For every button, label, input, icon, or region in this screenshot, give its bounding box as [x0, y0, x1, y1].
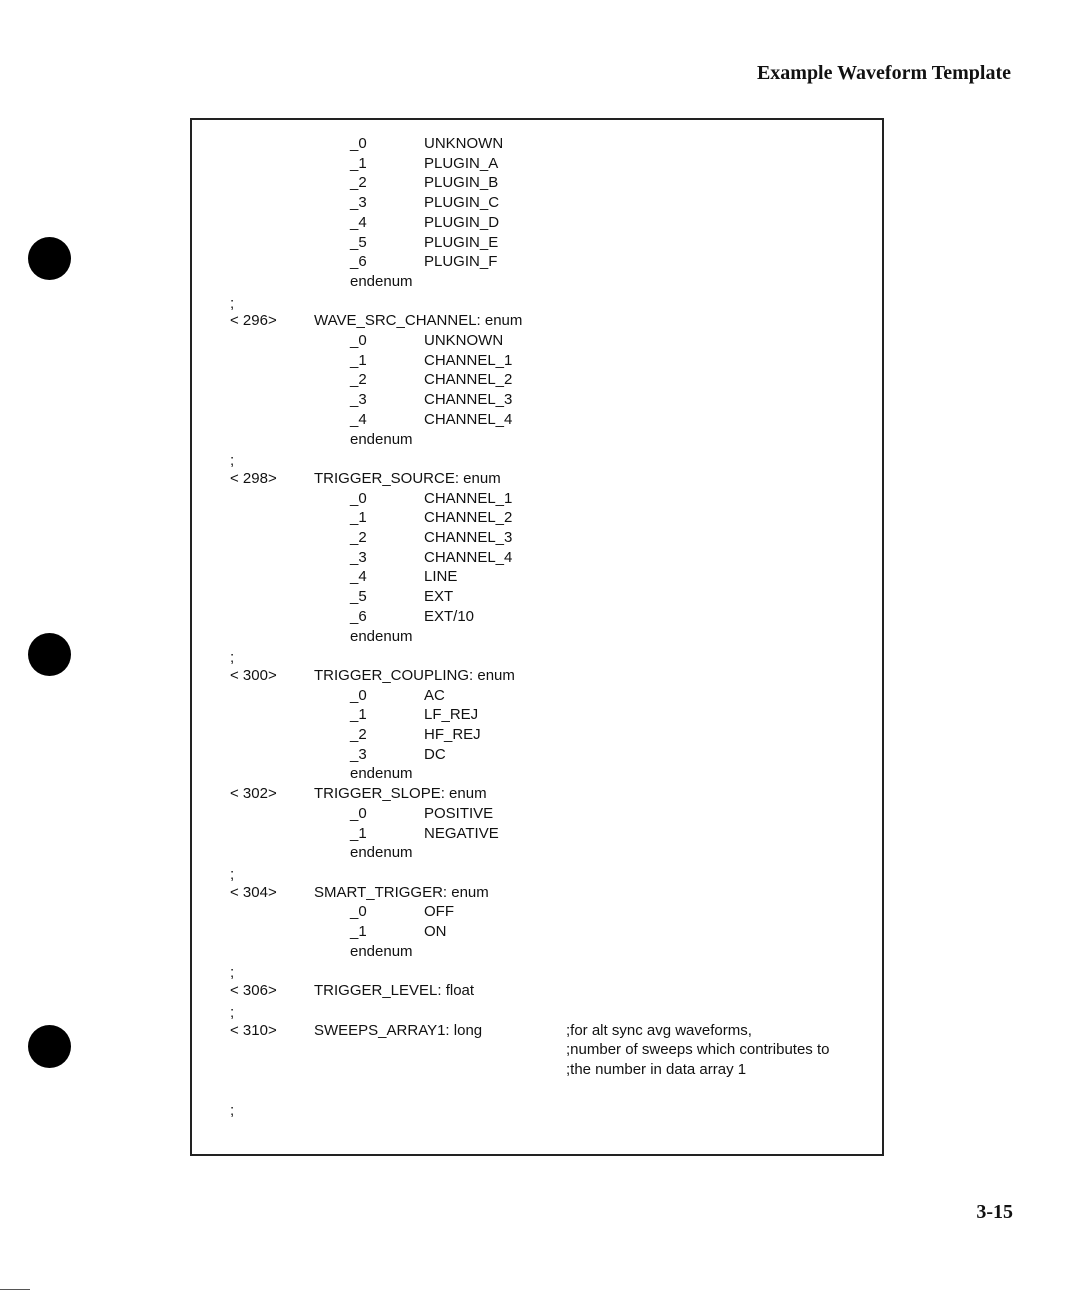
separator-semicolon: ;: [230, 295, 235, 312]
enum-value-name: NEGATIVE: [424, 825, 499, 842]
separator-semicolon: ;: [230, 1102, 235, 1119]
enum-value-code: _3: [350, 549, 367, 566]
enum-value-code: _1: [350, 923, 367, 940]
binder-hole-top: [28, 237, 71, 280]
enum-value-name: LINE: [424, 568, 458, 585]
enum-value-name: DC: [424, 746, 446, 763]
separator-semicolon: ;: [230, 649, 235, 666]
enum-value-name: CHANNEL_2: [424, 371, 513, 388]
enum-value-name: OFF: [424, 903, 454, 920]
line-reference: < 298>: [230, 470, 277, 487]
enum-value-name: ON: [424, 923, 447, 940]
enum-value-code: _2: [350, 726, 367, 743]
enum-value-code: _1: [350, 352, 367, 369]
enum-value-code: _2: [350, 529, 367, 546]
endenum-keyword: endenum: [350, 431, 413, 448]
enum-value-code: _4: [350, 214, 367, 231]
enum-value-code: _3: [350, 391, 367, 408]
field-declaration: TRIGGER_COUPLING: enum: [314, 667, 515, 684]
field-declaration: WAVE_SRC_CHANNEL: enum: [314, 312, 523, 329]
enum-value-name: CHANNEL_3: [424, 529, 513, 546]
enum-value-name: PLUGIN_F: [424, 253, 498, 270]
enum-value-name: UNKNOWN: [424, 332, 504, 349]
enum-value-code: _5: [350, 234, 367, 251]
enum-value-code: _5: [350, 588, 367, 605]
enum-value-name: CHANNEL_4: [424, 549, 513, 566]
enum-value-name: AC: [424, 687, 445, 704]
line-reference: < 296>: [230, 312, 277, 329]
separator-semicolon: ;: [230, 964, 235, 981]
enum-value-name: EXT/10: [424, 608, 475, 625]
enum-value-code: _1: [350, 825, 367, 842]
endenum-keyword: endenum: [350, 273, 413, 290]
enum-value-name: PLUGIN_A: [424, 155, 499, 172]
enum-value-code: _0: [350, 490, 367, 507]
enum-value-code: _3: [350, 194, 367, 211]
enum-value-name: CHANNEL_4: [424, 411, 513, 428]
footer-rule: [0, 1289, 30, 1290]
separator-semicolon: ;: [230, 452, 235, 469]
enum-value-name: CHANNEL_1: [424, 490, 513, 507]
enum-value-name: UNKNOWN: [424, 135, 504, 152]
enum-value-code: _1: [350, 509, 367, 526]
page-title: Example Waveform Template: [756, 62, 1011, 84]
enum-value-name: HF_REJ: [424, 726, 481, 743]
enum-value-code: _0: [350, 805, 367, 822]
endenum-keyword: endenum: [350, 628, 413, 645]
field-declaration: SMART_TRIGGER: enum: [314, 884, 489, 901]
enum-value-code: _6: [350, 608, 367, 625]
enum-value-code: _6: [350, 253, 367, 270]
line-reference: < 302>: [230, 785, 277, 802]
field-comment: ;for alt sync avg waveforms,: [566, 1022, 752, 1039]
endenum-keyword: endenum: [350, 844, 413, 861]
field-declaration: TRIGGER_LEVEL: float: [314, 982, 475, 999]
enum-value-name: PLUGIN_E: [424, 234, 499, 251]
enum-value-code: _2: [350, 174, 367, 191]
code-listing-frame: [190, 118, 884, 1156]
enum-value-code: _1: [350, 706, 367, 723]
enum-value-code: _4: [350, 568, 367, 585]
enum-value-code: _0: [350, 903, 367, 920]
separator-semicolon: ;: [230, 1004, 235, 1021]
enum-value-code: _3: [350, 746, 367, 763]
enum-value-name: CHANNEL_1: [424, 352, 513, 369]
enum-value-code: _2: [350, 371, 367, 388]
page-number: 3-15: [976, 1201, 1013, 1223]
separator-semicolon: ;: [230, 866, 235, 883]
endenum-keyword: endenum: [350, 765, 413, 782]
enum-value-code: _0: [350, 687, 367, 704]
enum-value-code: _4: [350, 411, 367, 428]
enum-value-name: CHANNEL_2: [424, 509, 513, 526]
binder-hole-bottom: [28, 1025, 71, 1068]
enum-value-name: LF_REJ: [424, 706, 479, 723]
binder-hole-middle: [28, 633, 71, 676]
enum-value-name: CHANNEL_3: [424, 391, 513, 408]
line-reference: < 310>: [230, 1022, 277, 1039]
enum-value-name: PLUGIN_D: [424, 214, 500, 231]
field-declaration: TRIGGER_SLOPE: enum: [314, 785, 487, 802]
endenum-keyword: endenum: [350, 943, 413, 960]
field-declaration: TRIGGER_SOURCE: enum: [314, 470, 501, 487]
field-declaration: SWEEPS_ARRAY1: long: [314, 1022, 483, 1039]
enum-value-name: POSITIVE: [424, 805, 494, 822]
enum-value-code: _1: [350, 155, 367, 172]
line-reference: < 306>: [230, 982, 277, 999]
enum-value-name: PLUGIN_B: [424, 174, 499, 191]
enum-value-code: _0: [350, 135, 367, 152]
enum-value-code: _0: [350, 332, 367, 349]
line-reference: < 304>: [230, 884, 277, 901]
enum-value-name: EXT: [424, 588, 454, 605]
line-reference: < 300>: [230, 667, 277, 684]
field-comment: ;number of sweeps which contributes to: [566, 1041, 830, 1058]
enum-value-name: PLUGIN_C: [424, 194, 500, 211]
field-comment: ;the number in data array 1: [566, 1061, 747, 1078]
